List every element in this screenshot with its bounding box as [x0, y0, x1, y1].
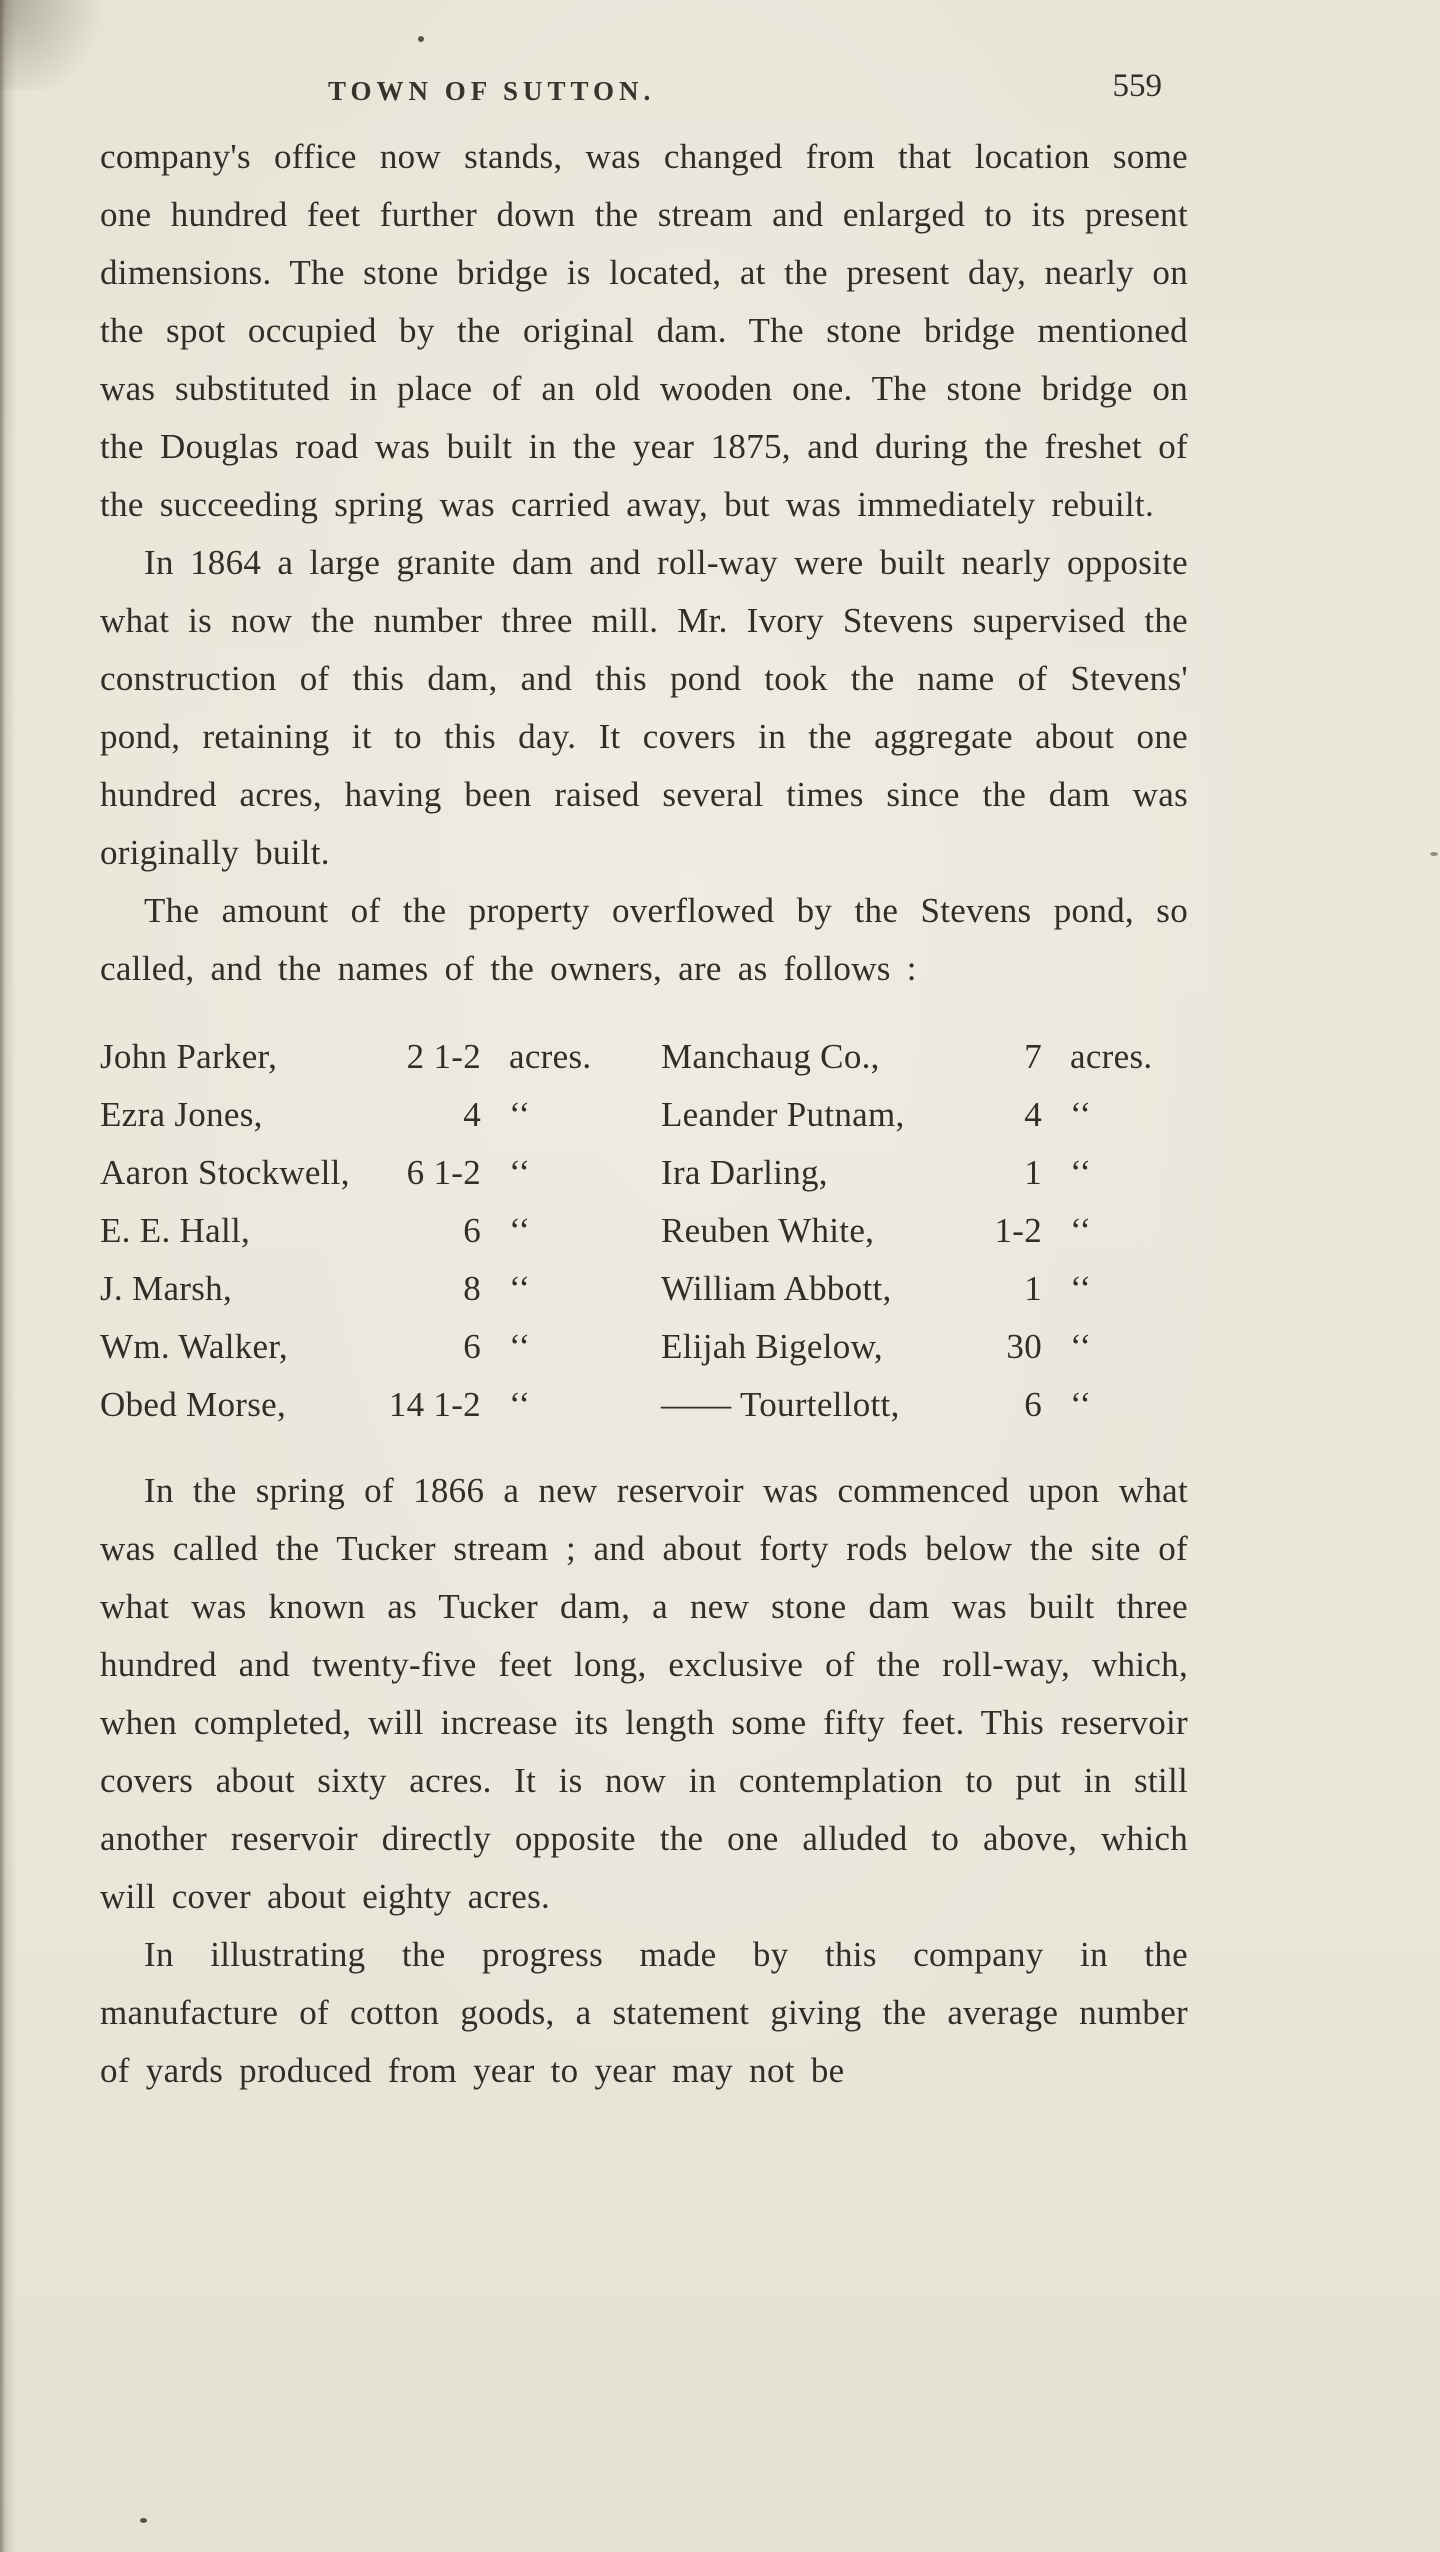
- owner-name: Wm. Walker,: [100, 1327, 288, 1366]
- owner-name: Leander Putnam,: [661, 1095, 905, 1134]
- owner-acres: 6: [463, 1211, 481, 1250]
- owner-name: J. Marsh,: [100, 1269, 233, 1308]
- acres-unit: ‘‘: [1070, 1385, 1092, 1424]
- acres-unit: acres.: [1070, 1037, 1153, 1076]
- table-row: [661, 1318, 1188, 1376]
- owner-acres: 6: [463, 1327, 481, 1366]
- paragraph-continued: company's office now stands, was changed from that location some one hundred feet further down the stream and enlarged to its present dimensions. The stone bridge is located, at the present day, nearly on the spot occupied by the original dam. The stone bridge mentioned was substituted in place of an old wooden one. The stone bridge on the Douglas road was built in the year 1875, and during the freshet of the succeeding spring was carried away, but was immediately rebuilt.: [100, 137, 1188, 524]
- owner-name: John Parker,: [100, 1037, 278, 1076]
- owner-name: Obed Morse,: [100, 1385, 287, 1424]
- acres-unit: ‘‘: [1070, 1211, 1092, 1250]
- owner-acres: 30: [1006, 1327, 1042, 1366]
- owner-acres: 1: [1024, 1153, 1042, 1192]
- owner-acres: 4: [1024, 1095, 1042, 1134]
- owner-acres: 2 1-2: [406, 1037, 481, 1076]
- table-row: [100, 1260, 627, 1318]
- table-row: [100, 1144, 627, 1202]
- owner-acres: 1: [1024, 1269, 1042, 1308]
- page-number: 559: [1112, 68, 1162, 104]
- acres-unit: ‘‘: [1070, 1327, 1092, 1366]
- owner-name: Reuben White,: [661, 1211, 875, 1250]
- owner-acres: 14 1-2: [388, 1385, 481, 1424]
- owner-acres: 6 1-2: [406, 1153, 481, 1192]
- acres-unit: acres.: [509, 1037, 592, 1076]
- paragraph-stevens-dam: In 1864 a large granite dam and roll-way were built nearly opposite what is now the number three mill. Mr. Ivory Stevens supervised the construction of this dam, and this pond took the name of Stevens' pond, retaining it to this day. It covers in the aggregate about one hundred acres, having been raised several times since the dam was originally built.: [100, 543, 1188, 872]
- owner-acres: 7: [1024, 1037, 1042, 1076]
- acres-unit: ‘‘: [509, 1269, 531, 1308]
- acreage-table: [100, 1028, 1188, 1434]
- table-row: [661, 1086, 1188, 1144]
- owner-name: William Abbott,: [661, 1269, 892, 1308]
- owner-acres: 1-2: [994, 1211, 1042, 1250]
- table-row: [100, 1318, 627, 1376]
- owner-name: Ira Darling,: [661, 1153, 828, 1192]
- acreage-table-left-column: [100, 1028, 627, 1434]
- table-row: [661, 1260, 1188, 1318]
- owner-name: Ezra Jones,: [100, 1095, 263, 1134]
- acres-unit: ‘‘: [509, 1385, 531, 1424]
- acres-unit: ‘‘: [1070, 1095, 1092, 1134]
- table-row: [661, 1144, 1188, 1202]
- owner-name: —— Tourtellott,: [661, 1385, 900, 1424]
- owner-name: E. E. Hall,: [100, 1211, 251, 1250]
- owner-acres: 4: [463, 1095, 481, 1134]
- paper-speck: [1430, 852, 1438, 856]
- acres-unit: ‘‘: [509, 1327, 531, 1366]
- paper-speck: [418, 36, 424, 42]
- table-row: [661, 1202, 1188, 1260]
- running-head: TOWN OF SUTTON.: [328, 76, 656, 106]
- table-row: [100, 1376, 627, 1434]
- acres-unit: ‘‘: [509, 1095, 531, 1134]
- acreage-table-right-column: [661, 1028, 1188, 1434]
- paragraph-cotton-goods: In illustrating the progress made by this company in the manufacture of cotton goods, a statement giving the average number of yards produced from year to year may not be: [100, 1935, 1188, 2090]
- page-content: [100, 66, 1188, 2100]
- paragraph-reservoir: In the spring of 1866 a new reservoir was commenced upon what was called the Tucker stream ; and about forty rods below the site of what was known as Tucker dam, a new stone dam was built three hundred and twenty-five feet long, exclusive of the roll-way, which, when completed, will increase its length some fifty feet. This reservoir covers about sixty acres. It is now in contemplation to put in still another reservoir directly opposite the one alluded to above, which will cover about eighty acres.: [100, 1471, 1188, 1916]
- acres-unit: ‘‘: [509, 1211, 531, 1250]
- owner-name: Aaron Stockwell,: [100, 1153, 350, 1192]
- table-row: [100, 1202, 627, 1260]
- owner-acres: 6: [1024, 1385, 1042, 1424]
- table-row: [661, 1376, 1188, 1434]
- owner-name: Elijah Bigelow,: [661, 1327, 883, 1366]
- acres-unit: ‘‘: [1070, 1269, 1092, 1308]
- acres-unit: ‘‘: [509, 1153, 531, 1192]
- table-row: [100, 1028, 627, 1086]
- binding-shadow: [0, 0, 16, 2552]
- owner-acres: 8: [463, 1269, 481, 1308]
- paper-speck: [140, 2518, 147, 2523]
- table-row: [100, 1086, 627, 1144]
- page-header: [100, 66, 1188, 128]
- table-row: [661, 1028, 1188, 1086]
- owner-name: Manchaug Co.,: [661, 1037, 880, 1076]
- paragraph-overflow-intro: The amount of the property overflowed by the Stevens pond, so called, and the names of the owners, are as follows :: [100, 891, 1188, 988]
- acres-unit: ‘‘: [1070, 1153, 1092, 1192]
